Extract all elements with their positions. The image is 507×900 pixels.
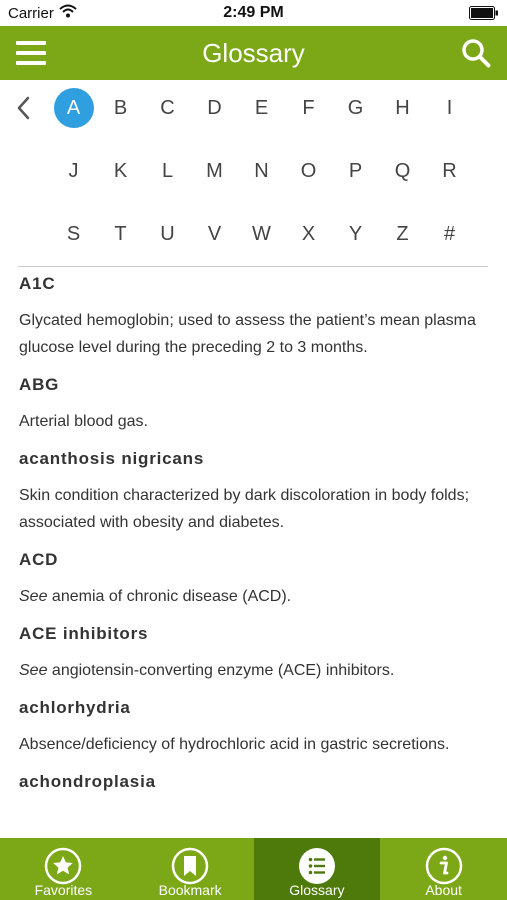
letter-label: U bbox=[160, 222, 175, 245]
letter-label: A bbox=[54, 88, 94, 128]
divider bbox=[18, 266, 488, 267]
letter-b-button[interactable] bbox=[97, 88, 144, 128]
letter-e-button[interactable] bbox=[238, 88, 285, 128]
letter-label: Y bbox=[348, 222, 363, 245]
search-icon[interactable] bbox=[461, 38, 491, 68]
letter-a-button[interactable] bbox=[50, 88, 97, 128]
letter-p-button[interactable] bbox=[332, 151, 379, 191]
letter-label: H bbox=[395, 96, 410, 119]
letter-o-button[interactable] bbox=[285, 151, 332, 191]
star-icon bbox=[43, 846, 83, 886]
letter-t-button[interactable] bbox=[97, 214, 144, 254]
letter-k-button[interactable] bbox=[97, 151, 144, 191]
letter-label: O bbox=[300, 159, 317, 182]
glossary-definition bbox=[19, 480, 489, 544]
letter-label: N bbox=[254, 159, 269, 182]
letter-label: L bbox=[161, 159, 174, 182]
tab-label: Favorites bbox=[34, 882, 93, 898]
definition-text: Absence/deficiency of hydrochloric acid in gastric secretions. bbox=[19, 736, 450, 753]
letter-z-button[interactable] bbox=[379, 214, 426, 254]
letter-label: F bbox=[302, 96, 315, 119]
letter-s-button[interactable] bbox=[50, 214, 97, 254]
battery-icon bbox=[469, 6, 499, 20]
glossary-term[interactable]: ACE inhibitors bbox=[19, 624, 149, 643]
letter-u-button[interactable] bbox=[144, 214, 191, 254]
hamburger-menu-icon[interactable] bbox=[14, 38, 48, 68]
tab-bookmark[interactable] bbox=[127, 838, 254, 900]
letter-label: C bbox=[160, 96, 175, 119]
tab-favorites[interactable] bbox=[0, 838, 127, 900]
letter-g-button[interactable] bbox=[332, 88, 379, 128]
letter-d-button[interactable] bbox=[191, 88, 238, 128]
letter-hash-button[interactable] bbox=[426, 214, 473, 254]
definition-text: angiotensin-converting enzyme (ACE) inhibitors. bbox=[47, 662, 395, 679]
letter-label: J bbox=[68, 159, 79, 182]
info-icon bbox=[424, 846, 464, 886]
letter-i-button[interactable] bbox=[426, 88, 473, 128]
tab-glossary[interactable] bbox=[254, 838, 381, 900]
see-reference-label: See bbox=[19, 662, 48, 679]
glossary-definition bbox=[19, 729, 489, 766]
letter-f-button[interactable] bbox=[285, 88, 332, 128]
letter-label: K bbox=[113, 159, 128, 182]
letter-label: X bbox=[301, 222, 316, 245]
letter-r-button[interactable] bbox=[426, 151, 473, 191]
status-bar bbox=[0, 0, 507, 26]
letter-x-button[interactable] bbox=[285, 214, 332, 254]
letter-y-button[interactable] bbox=[332, 214, 379, 254]
list-icon bbox=[297, 846, 337, 886]
glossary-list bbox=[19, 268, 489, 836]
letter-label: T bbox=[114, 222, 127, 245]
definition-text: Glycated hemoglobin; used to assess the patient’s mean plasma glucose level during the preceding 2 to 3 months. bbox=[19, 312, 476, 356]
letter-label: E bbox=[254, 96, 269, 119]
alphabet-row bbox=[50, 88, 480, 151]
letter-label: P bbox=[348, 159, 363, 182]
glossary-term[interactable]: A1C bbox=[19, 274, 56, 293]
letter-n-button[interactable] bbox=[238, 151, 285, 191]
letter-label: M bbox=[206, 159, 223, 182]
glossary-term[interactable]: ACD bbox=[19, 550, 59, 569]
alphabet-row bbox=[50, 151, 480, 214]
letter-v-button[interactable] bbox=[191, 214, 238, 254]
letter-label: V bbox=[207, 222, 222, 245]
tab-bar bbox=[0, 838, 507, 900]
definition-text: Arterial blood gas. bbox=[19, 413, 148, 430]
alphabet-index bbox=[50, 88, 480, 277]
glossary-definition bbox=[19, 406, 489, 443]
tab-label: Glossary bbox=[289, 882, 345, 898]
letter-m-button[interactable] bbox=[191, 151, 238, 191]
tab-label: About bbox=[425, 882, 462, 898]
definition-text: Skin condition characterized by dark discoloration in body folds; associated with obesity and diabetes. bbox=[19, 487, 470, 531]
page-title: Glossary bbox=[202, 38, 305, 68]
letter-q-button[interactable] bbox=[379, 151, 426, 191]
letter-h-button[interactable] bbox=[379, 88, 426, 128]
nav-bar bbox=[0, 26, 507, 80]
letter-label: Z bbox=[396, 222, 409, 245]
letter-label: D bbox=[207, 96, 222, 119]
letter-label: G bbox=[347, 96, 364, 119]
letter-l-button[interactable] bbox=[144, 151, 191, 191]
letter-label: B bbox=[113, 96, 128, 119]
letter-j-button[interactable] bbox=[50, 151, 97, 191]
glossary-term[interactable]: acanthosis nigricans bbox=[19, 449, 205, 468]
letter-label: I bbox=[446, 96, 453, 119]
glossary-definition bbox=[19, 581, 489, 618]
glossary-definition bbox=[19, 655, 489, 692]
glossary-term[interactable]: achlorhydria bbox=[19, 698, 131, 717]
tab-about[interactable] bbox=[380, 838, 507, 900]
letter-label: S bbox=[66, 222, 81, 245]
definition-text: anemia of chronic disease (ACD). bbox=[47, 588, 292, 605]
glossary-term[interactable]: achondroplasia bbox=[19, 772, 156, 791]
letter-label: # bbox=[443, 222, 456, 245]
status-time: 2:49 PM bbox=[223, 4, 284, 21]
letter-label: Q bbox=[394, 159, 411, 182]
bookmark-icon bbox=[170, 846, 210, 886]
glossary-definition bbox=[19, 305, 489, 369]
tab-label: Bookmark bbox=[158, 882, 222, 898]
glossary-term[interactable]: ABG bbox=[19, 375, 60, 394]
letter-w-button[interactable] bbox=[238, 214, 285, 254]
see-reference-label: See bbox=[19, 588, 48, 605]
carrier-label: Carrier bbox=[8, 5, 54, 22]
letter-c-button[interactable] bbox=[144, 88, 191, 128]
back-chevron-icon[interactable] bbox=[12, 94, 36, 122]
letter-label: R bbox=[442, 159, 457, 182]
letter-label: W bbox=[252, 222, 271, 245]
